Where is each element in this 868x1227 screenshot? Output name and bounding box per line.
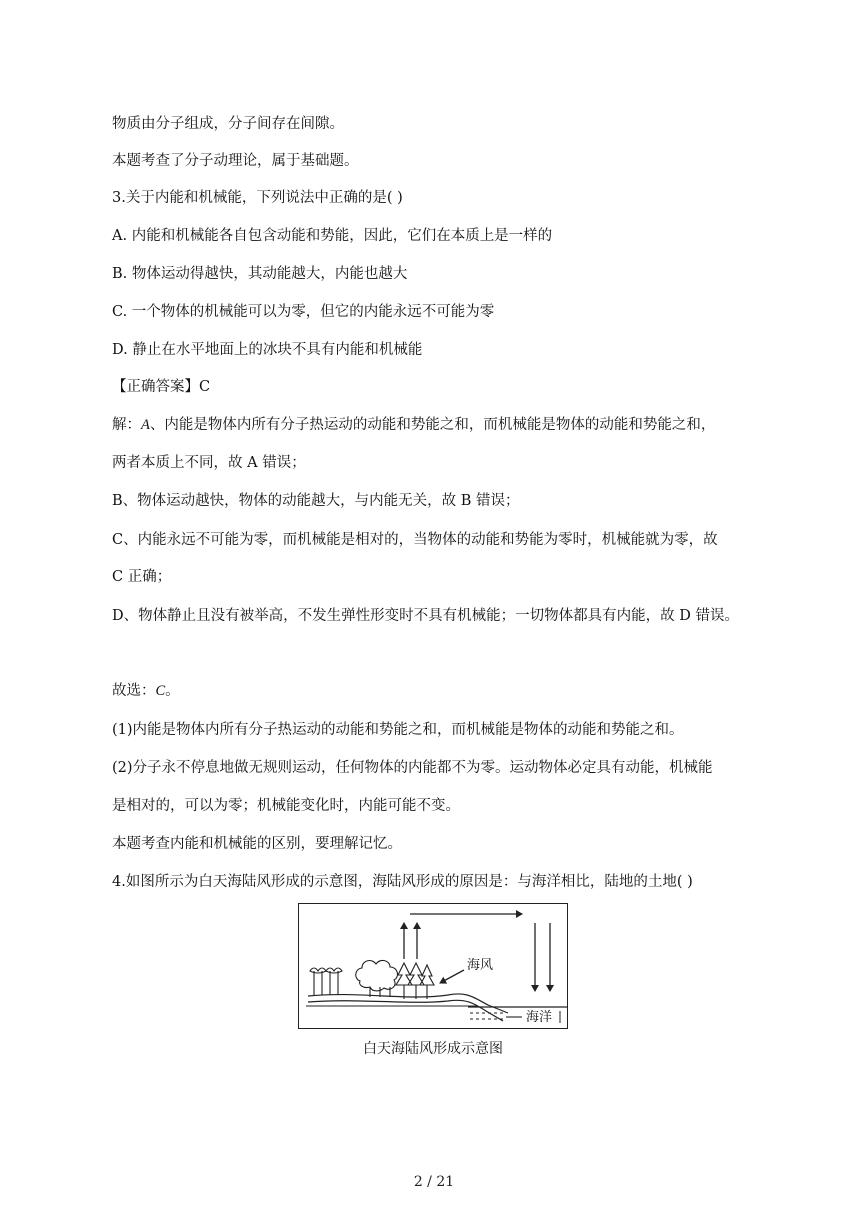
question-4-stem: 4.如图所示为白天海陆风形成的示意图，海陆风形成的原因是：与海洋相比，陆地的土地( ) bbox=[112, 874, 693, 890]
sea-breeze-arrow bbox=[440, 970, 464, 983]
note-line-4: 本题考查内能和机械能的区别，要理解记忆。 bbox=[112, 836, 402, 852]
solution-line-2: 两者本质上不同，故 A 错误； bbox=[112, 455, 306, 471]
solution-prefix: 解： bbox=[112, 417, 141, 433]
page-number: 2 / 21 bbox=[413, 1174, 455, 1190]
solution-line-4: C、内能永远不可能为零，而机械能是相对的，当物体的动能和势能为零时，机械能就为零，故 bbox=[112, 532, 718, 548]
conclusion-line bbox=[112, 681, 180, 701]
solution-italic-a: A bbox=[141, 417, 150, 433]
solution-line-1 bbox=[112, 415, 715, 435]
solution-line-3: B、物体运动越快，物体的动能越大，与内能无关，故 B 错误； bbox=[112, 493, 520, 509]
text-line: 物质由分子组成，分子间存在间隙。 bbox=[112, 116, 344, 132]
solution-line-5: C 正确； bbox=[112, 569, 172, 585]
broadleaf-trees bbox=[356, 960, 398, 997]
sea-breeze-label: 海风 bbox=[467, 958, 494, 973]
conifer-trees bbox=[396, 963, 434, 999]
option-c: C. 一个物体的机械能可以为零，但它的内能永远不可能为零 bbox=[112, 304, 495, 320]
conclusion-prefix: 故选： bbox=[112, 683, 156, 699]
sea-breeze-figure bbox=[298, 903, 568, 1029]
figure-caption: 白天海陆风形成示意图 bbox=[363, 1041, 503, 1057]
ocean-label: 海洋 bbox=[526, 1010, 553, 1025]
conclusion-italic-c: C bbox=[155, 683, 166, 699]
question-3-stem: 3.关于内能和机械能，下列说法中正确的是( ) bbox=[112, 190, 403, 206]
note-line-2: (2)分子永不停息地做无规则运动，任何物体的内能都不为零。运动物体必定具有动能，机械能 bbox=[112, 760, 713, 776]
conclusion-suffix: 。 bbox=[165, 683, 180, 699]
solution-line-6: D、物体静止且没有被举高，不发生弹性形变时不具有机械能；一切物体都具有内能，故 D 错误。 bbox=[112, 608, 739, 624]
land-surface bbox=[308, 994, 508, 1013]
small-trees bbox=[310, 968, 342, 995]
answer-line: 【正确答案】C bbox=[112, 379, 211, 395]
option-b: B. 物体运动得越快，其动能越大，内能也越大 bbox=[112, 266, 408, 282]
land-surface bbox=[308, 1000, 503, 1021]
note-line-3: 是相对的，可以为零；机械能变化时，内能可能不变。 bbox=[112, 798, 460, 814]
solution-line1-rest: 、内能是物体内所有分子热运动的动能和势能之和，而机械能是物体的动能和势能之和， bbox=[149, 417, 716, 433]
option-d: D. 静止在水平地面上的冰块不具有内能和机械能 bbox=[112, 342, 423, 358]
sea-breeze-diagram bbox=[298, 903, 568, 1029]
note-line-1: (1)内能是物体内所有分子热运动的动能和势能之和，而机械能是物体的动能和势能之和。 bbox=[112, 722, 684, 738]
text-line: 本题考查了分子动理论，属于基础题。 bbox=[112, 153, 359, 169]
option-a: A. 内能和机械能各自包含动能和势能，因此，它们在本质上是一样的 bbox=[112, 228, 553, 244]
